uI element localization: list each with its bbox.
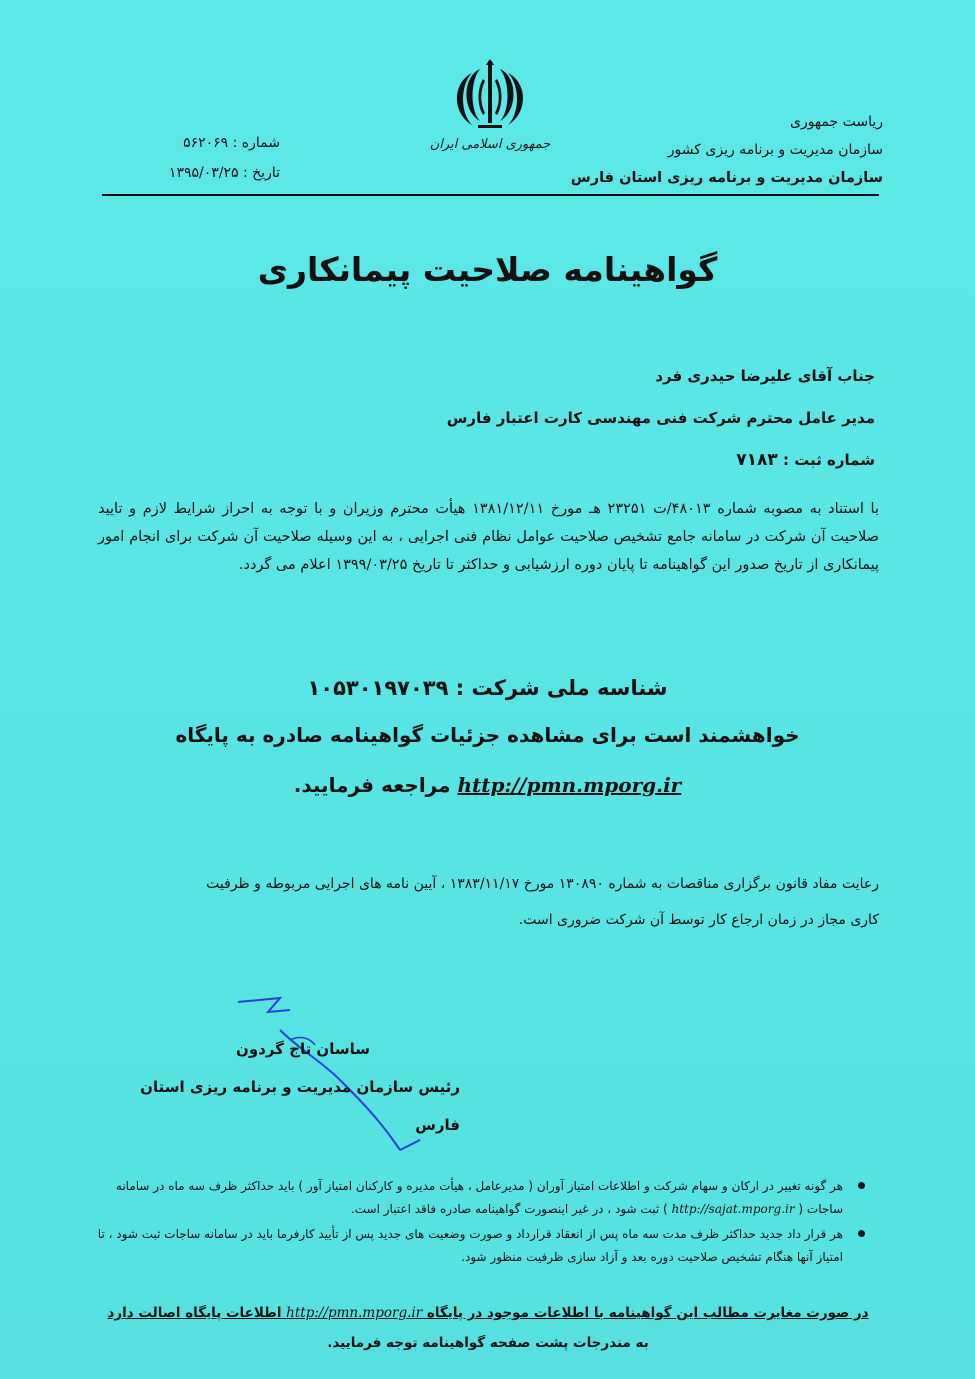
certificate-title: گواهینامه صلاحیت پیمانکاری bbox=[257, 250, 718, 289]
letter-date-label: تاریخ : bbox=[242, 165, 280, 181]
reference-block bbox=[80, 128, 280, 188]
authenticity-text-a: در صورت مغایرت مطالب این گواهینامه با اطلاعات موجود در پایگاه bbox=[426, 1305, 869, 1321]
authenticity-warning bbox=[98, 1298, 878, 1358]
bullet-icon bbox=[858, 1182, 865, 1189]
tender-law-note-line1: رعایت مفاد قانون برگزاری مناقصات به شماره ۱۳۰۸۹۰ مورخ ۱۳۸۳/۱۱/۱۷ ، آیین نامه های اجرایی مربوطه و ظرفیت bbox=[206, 876, 879, 892]
letter-number-value: ۵۶۲۰۶۹ bbox=[183, 135, 229, 151]
addressee-name: جناب آقای علیرضا حیدری فرد bbox=[655, 367, 875, 385]
national-id-block bbox=[150, 666, 825, 810]
footnote-1-text-a: هر گونه تغییر در ارکان و سهام شرکت و اطلاعات امتیاز آوران ( مدیرعامل ، هیأت مدیره و کارکنان امتیاز آور ) باید حداکثر ظرف سه ماه در سامانه ساجات ( bbox=[115, 1179, 843, 1216]
signatory-title: رئیس سازمان مدیریت و برنامه ریزی استان فارس bbox=[140, 1078, 460, 1134]
org-line-national: سازمان مدیریت و برنامه ریزی کشور bbox=[667, 142, 883, 158]
registration-number bbox=[275, 439, 875, 481]
verification-link-line bbox=[150, 760, 825, 810]
letter-number bbox=[80, 128, 280, 158]
tender-law-note-line2: کاری مجاز در زمان ارجاع کار توسط آن شرکت ضروری است. bbox=[518, 912, 879, 928]
addressee-position: مدیر عامل محترم شرکت فنی مهندسی کارت اعتبار فارس bbox=[446, 409, 875, 427]
header-divider bbox=[102, 194, 879, 196]
emblem-caption: جمهوری اسلامی ایران bbox=[429, 137, 551, 152]
authenticity-text-b: اطلاعات پایگاه اصالت دارد bbox=[107, 1305, 282, 1321]
letter-date-value: ۱۳۹۵/۰۳/۲۵ bbox=[168, 165, 239, 181]
refer-text: مراجعه فرمایید. bbox=[293, 773, 451, 797]
footnote-1-text-b: ) ثبت شود ، در غیر اینصورت گواهینامه صادره فاقد اعتبار است. bbox=[350, 1202, 668, 1216]
footnote-item bbox=[95, 1223, 865, 1269]
issuer-organization bbox=[523, 108, 883, 192]
registration-label: شماره ثبت : bbox=[782, 451, 875, 469]
signature-block bbox=[100, 1030, 460, 1144]
org-line-provincial: سازمان مدیریت و برنامه ریزی استان فارس bbox=[570, 170, 883, 186]
letter-date bbox=[80, 158, 280, 188]
footnotes bbox=[95, 1175, 865, 1271]
national-id-label: شناسه ملی شرکت : bbox=[455, 676, 668, 700]
national-id-value: ۱۰۵۳۰۱۹۷۰۳۹ bbox=[307, 676, 449, 700]
authenticity-warning-line2: به مندرجات پشت صفحه گواهینامه توجه فرمایید. bbox=[327, 1335, 649, 1351]
emblem-icon bbox=[450, 55, 530, 133]
footnote-item bbox=[95, 1175, 865, 1221]
national-id bbox=[150, 666, 825, 710]
authenticity-warning-line1 bbox=[98, 1298, 878, 1328]
bullet-icon bbox=[858, 1230, 865, 1237]
footnote-2-text: هر قرار داد جدید حداکثر ظرف مدت سه ماه پس از انعقاد قرارداد و صورت وضعیت های جدید پس از تأیید کارفرما باید در سامانه ساجات ثبت شود ، تا امتیاز آنها هنگام تشخیص صلاحیت دوره بعد و آزاد سازی ظرفیت منظور شود. bbox=[97, 1227, 843, 1264]
org-line-presidency: ریاست جمهوری bbox=[789, 114, 883, 130]
tender-law-note bbox=[99, 866, 879, 938]
sajat-link[interactable]: http://sajat.mporg.ir bbox=[671, 1202, 795, 1216]
verification-request: خواهشمند است برای مشاهده جزئیات گواهینامه صادره به پایگاه bbox=[175, 723, 800, 747]
registration-value: ۷۱۸۳ bbox=[736, 450, 778, 470]
pmn-link[interactable]: http://pmn.mporg.ir bbox=[286, 1305, 423, 1321]
addressee-block bbox=[275, 355, 875, 481]
verification-link[interactable]: http://pmn.mporg.ir bbox=[457, 773, 682, 797]
letter-number-label: شماره : bbox=[232, 135, 280, 151]
signatory-name: ساسان تاج گردون bbox=[236, 1040, 370, 1058]
certificate-body: با استناد به مصوبه شماره ۴۸۰۱۳/ت ۲۳۲۵۱ هـ مورخ ۱۳۸۱/۱۲/۱۱ هیأت محترم وزیران و با توجه به احراز شرایط لازم و تایید صلاحیت آن شرکت در سامانه جامع تشخیص صلاحیت عوامل نظام فنی اجرایی ، به این وسیله صلاحیت آن شرکت برای انجام امور پیمانکاری از تاریخ صدور این گواهینامه تا پایان دوره ارزشیابی و حداکثر تا تاریخ ۱۳۹۹/۰۳/۲۵ اعلام می گردد. bbox=[98, 501, 879, 573]
